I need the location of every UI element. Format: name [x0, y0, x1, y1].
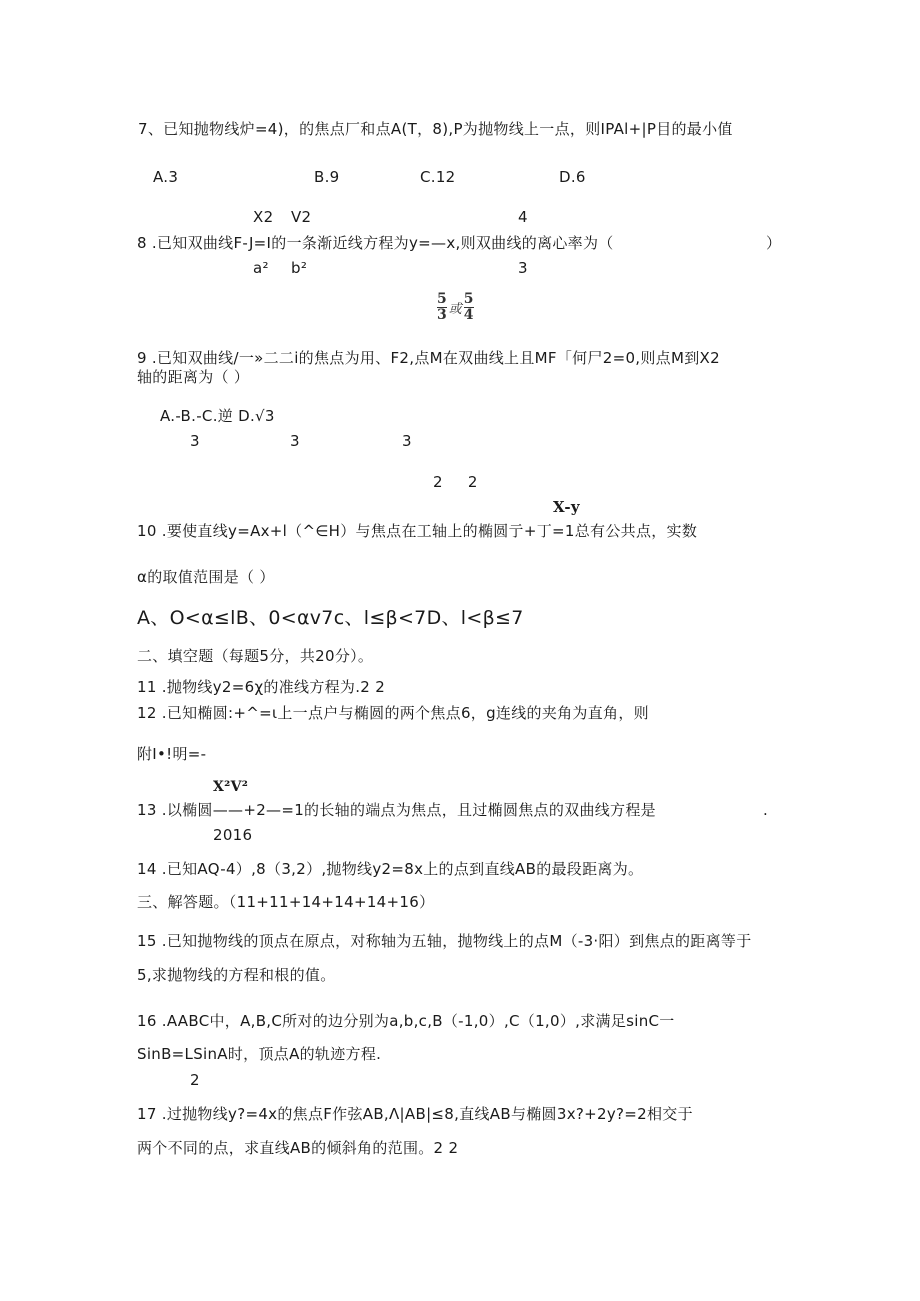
- q9-denom-3: 3: [402, 432, 412, 450]
- q17-stem: 17 .过抛物线y?=4x的焦点F作弦AB,Λ|AB|≤8,直线AB与椭圆3x?+2y?=2相交于: [137, 1105, 693, 1123]
- q9-stem: 9 .已知双曲线/一»二二i的焦点为用、F2,点M在双曲线上且MF「何尸2=0,则点M到X2: [137, 349, 720, 367]
- section3-heading: 三、解答题。（11+11+14+14+14+16）: [137, 893, 435, 911]
- q11-stem: 11 .抛物线y2=6χ的准线方程为.2 2: [137, 678, 386, 696]
- q12-stem: 12 .已知椭圆:+^=ι上一点户与椭圆的两个焦点6，g连线的夹角为直角，则: [137, 704, 649, 722]
- q8-below-left: a²: [253, 259, 269, 277]
- q14-stem: 14 .已知AQ-4）,8（3,2）,抛物线y2=8x上的点到直线AB的最段距离为。: [137, 860, 644, 878]
- q13-dot: .: [763, 801, 769, 819]
- q16-below: 2: [190, 1071, 200, 1089]
- q17-stem-line2: 两个不同的点，求直线AB的倾斜角的范围。2 2: [137, 1139, 459, 1157]
- q8-above-mid: V2: [291, 208, 312, 226]
- q8-above-right: 4: [518, 208, 528, 226]
- q13-above: X²V²: [213, 779, 249, 795]
- q10-above-nums: 2 2: [433, 473, 478, 491]
- q7-option-b: B.9: [314, 168, 340, 186]
- q8-stem: 8 .已知双曲线F-J=I的一条渐近线方程为y=—x,则双曲线的离心率为（: [137, 234, 614, 252]
- q16-stem: 16 .AABC中，A,B,C所对的边分别为a,b,c,B（-1,0）,C（1,0）,求满足sinC一: [137, 1012, 675, 1030]
- q10-above-xy: X-y: [553, 498, 580, 516]
- q9-denom-2: 3: [290, 432, 300, 450]
- q13-stem: 13 .以椭圆——+2—=1的长轴的端点为焦点，且过椭圆焦点的双曲线方程是: [137, 801, 656, 819]
- q8-frac1-num: 5: [437, 291, 447, 307]
- q9-denom-1: 3: [190, 432, 200, 450]
- q7-option-a: A.3: [153, 168, 179, 186]
- q8-frac-word: 或: [448, 302, 462, 317]
- q8-below-mid: b²: [291, 259, 308, 277]
- q8-above-left: X2: [253, 208, 274, 226]
- section2-heading: 二、填空题（每题5分，共20分）。: [137, 647, 374, 665]
- q8-fraction-image: [437, 292, 474, 323]
- q7-option-d: D.6: [559, 168, 586, 186]
- q10-options: A、O<α≤lB、0<αv7c、l≤β<7D、l<β≤7: [137, 607, 524, 629]
- q8-paren-close: ）: [766, 234, 782, 252]
- q16-stem-line2: SinB=LSinA时，顶点A的轨迹方程.: [137, 1045, 382, 1063]
- q8-frac2-num: 5: [463, 291, 474, 307]
- q9-options: A.-B.-C.逆 D.√3: [160, 407, 275, 425]
- q10-stem: 10 .要使直线y=Ax+l（^∈H）与焦点在工轴上的椭圆亍+丁=1总有公共点，实数: [137, 522, 698, 540]
- q10-stem-line2: α的取值范围是（ ）: [137, 568, 275, 586]
- q12-stem-line2: 附I•!明=-: [137, 745, 207, 763]
- q7-option-c: C.12: [420, 168, 456, 186]
- q8-below-right: 3: [518, 259, 528, 277]
- q15-stem-line2: 5,求抛物线的方程和根的值。: [137, 966, 336, 984]
- q13-below: 2016: [213, 826, 253, 844]
- q8-frac2-den: 4: [463, 307, 474, 323]
- q8-frac1-den: 3: [437, 307, 447, 323]
- q15-stem: 15 .已知抛物线的顶点在原点，对称轴为五轴，抛物线上的点M（-3·阳）到焦点的距离等于: [137, 932, 752, 950]
- q7-stem: 7、已知抛物线炉=4)，的焦点厂和点A(T，8),P为抛物线上一点，则IPAl+|P目的最小值: [138, 120, 733, 138]
- q9-stem-line2: 轴的距离为（ ）: [137, 368, 250, 386]
